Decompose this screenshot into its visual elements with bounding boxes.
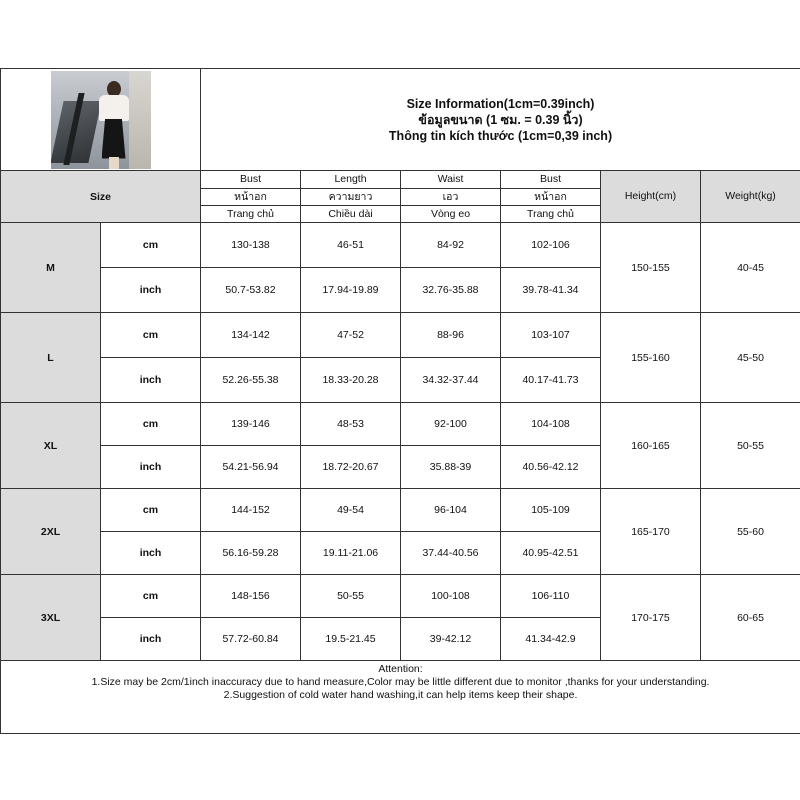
value-cell: 39.78-41.34 bbox=[501, 268, 601, 313]
value-cell: 18.72-20.67 bbox=[301, 446, 401, 489]
value-cell: 148-156 bbox=[201, 575, 301, 618]
weight-cell: 40-45 bbox=[701, 223, 800, 313]
value-cell: 46-51 bbox=[301, 223, 401, 268]
title-line-en: Size Information(1cm=0.39inch) bbox=[406, 96, 595, 111]
value-cell: 57.72-60.84 bbox=[201, 618, 301, 661]
col-header-waist-th: เอว bbox=[401, 189, 501, 206]
value-cell: 50.7-53.82 bbox=[201, 268, 301, 313]
size-label-m: M bbox=[1, 223, 101, 313]
attention-note bbox=[1, 661, 800, 734]
value-cell: 100-108 bbox=[401, 575, 501, 618]
value-cell: 35.88-39 bbox=[401, 446, 501, 489]
value-cell: 39-42.12 bbox=[401, 618, 501, 661]
value-cell: 50-55 bbox=[301, 575, 401, 618]
unit-label-cm: cm bbox=[101, 403, 201, 446]
attention-line-1: 1.Size may be 2cm/1inch inaccuracy due to hand measure,Color may be little different due to monitor ,thanks for your understanding. bbox=[91, 676, 710, 688]
value-cell: 96-104 bbox=[401, 489, 501, 532]
col-header-waist-en: Waist bbox=[401, 171, 501, 189]
col-header-length-en: Length bbox=[301, 171, 401, 189]
value-cell: 144-152 bbox=[201, 489, 301, 532]
value-cell: 34.32-37.44 bbox=[401, 358, 501, 403]
value-cell: 56.16-59.28 bbox=[201, 532, 301, 575]
col-header-waist-vi: Vòng eo bbox=[401, 206, 501, 223]
value-cell: 139-146 bbox=[201, 403, 301, 446]
value-cell: 40.56-42.12 bbox=[501, 446, 601, 489]
unit-label-inch: inch bbox=[101, 358, 201, 403]
unit-label-cm: cm bbox=[101, 223, 201, 268]
size-header: Size bbox=[1, 171, 201, 223]
value-cell: 32.76-35.88 bbox=[401, 268, 501, 313]
value-cell: 102-106 bbox=[501, 223, 601, 268]
value-cell: 49-54 bbox=[301, 489, 401, 532]
attention-line-2: 2.Suggestion of cold water hand washing,it can help items keep their shape. bbox=[223, 689, 578, 701]
table-row bbox=[1, 489, 800, 532]
value-cell: 88-96 bbox=[401, 313, 501, 358]
value-cell: 103-107 bbox=[501, 313, 601, 358]
value-cell: 40.17-41.73 bbox=[501, 358, 601, 403]
unit-label-cm: cm bbox=[101, 575, 201, 618]
weight-cell: 50-55 bbox=[701, 403, 800, 489]
table-row bbox=[1, 403, 800, 446]
value-cell: 84-92 bbox=[401, 223, 501, 268]
value-cell: 18.33-20.28 bbox=[301, 358, 401, 403]
value-cell: 130-138 bbox=[201, 223, 301, 268]
value-cell: 106-110 bbox=[501, 575, 601, 618]
table-row bbox=[1, 575, 800, 618]
col-header-bust-th: หน้าอก bbox=[201, 189, 301, 206]
size-label-l: L bbox=[1, 313, 101, 403]
height-cell: 160-165 bbox=[601, 403, 701, 489]
weight-cell: 60-65 bbox=[701, 575, 800, 661]
col-header-bust2-vi: Trang chủ bbox=[501, 206, 601, 223]
value-cell: 17.94-19.89 bbox=[301, 268, 401, 313]
col-header-length-vi: Chiều dài bbox=[301, 206, 401, 223]
value-cell: 134-142 bbox=[201, 313, 301, 358]
size-chart-sheet bbox=[0, 68, 800, 732]
value-cell: 104-108 bbox=[501, 403, 601, 446]
product-image-cell bbox=[1, 69, 201, 171]
attention-title: Attention: bbox=[378, 663, 423, 675]
col-header-bust-en: Bust bbox=[201, 171, 301, 189]
value-cell: 54.21-56.94 bbox=[201, 446, 301, 489]
table-row bbox=[1, 223, 800, 268]
value-cell: 40.95-42.51 bbox=[501, 532, 601, 575]
size-label-xl: XL bbox=[1, 403, 101, 489]
col-header-length-th: ความยาว bbox=[301, 189, 401, 206]
value-cell: 105-109 bbox=[501, 489, 601, 532]
table-row bbox=[1, 313, 800, 358]
col-header-bust2-th: หน้าอก bbox=[501, 189, 601, 206]
size-info-title bbox=[201, 69, 800, 171]
height-cell: 170-175 bbox=[601, 575, 701, 661]
model-photo-icon bbox=[51, 71, 151, 169]
col-header-bust-vi: Trang chủ bbox=[201, 206, 301, 223]
value-cell: 47-52 bbox=[301, 313, 401, 358]
value-cell: 52.26-55.38 bbox=[201, 358, 301, 403]
value-cell: 37.44-40.56 bbox=[401, 532, 501, 575]
height-cell: 150-155 bbox=[601, 223, 701, 313]
title-line-vi: Thông tin kích thước (1cm=0,39 inch) bbox=[388, 128, 613, 143]
unit-label-inch: inch bbox=[101, 268, 201, 313]
weight-cell: 55-60 bbox=[701, 489, 800, 575]
size-label-2xl: 2XL bbox=[1, 489, 101, 575]
value-cell: 19.5-21.45 bbox=[301, 618, 401, 661]
value-cell: 48-53 bbox=[301, 403, 401, 446]
height-cell: 165-170 bbox=[601, 489, 701, 575]
col-header-weight: Weight(kg) bbox=[701, 171, 800, 223]
unit-label-inch: inch bbox=[101, 618, 201, 661]
value-cell: 92-100 bbox=[401, 403, 501, 446]
col-header-bust2-en: Bust bbox=[501, 171, 601, 189]
unit-label-inch: inch bbox=[101, 532, 201, 575]
value-cell: 41.34-42.9 bbox=[501, 618, 601, 661]
title-line-th: ข้อมูลขนาด (1 ซม. = 0.39 นิ้ว) bbox=[418, 112, 583, 127]
weight-cell: 45-50 bbox=[701, 313, 800, 403]
unit-label-inch: inch bbox=[101, 446, 201, 489]
unit-label-cm: cm bbox=[101, 313, 201, 358]
size-label-3xl: 3XL bbox=[1, 575, 101, 661]
col-header-height: Height(cm) bbox=[601, 171, 701, 223]
height-cell: 155-160 bbox=[601, 313, 701, 403]
unit-label-cm: cm bbox=[101, 489, 201, 532]
size-chart-table bbox=[0, 68, 800, 734]
value-cell: 19.11-21.06 bbox=[301, 532, 401, 575]
